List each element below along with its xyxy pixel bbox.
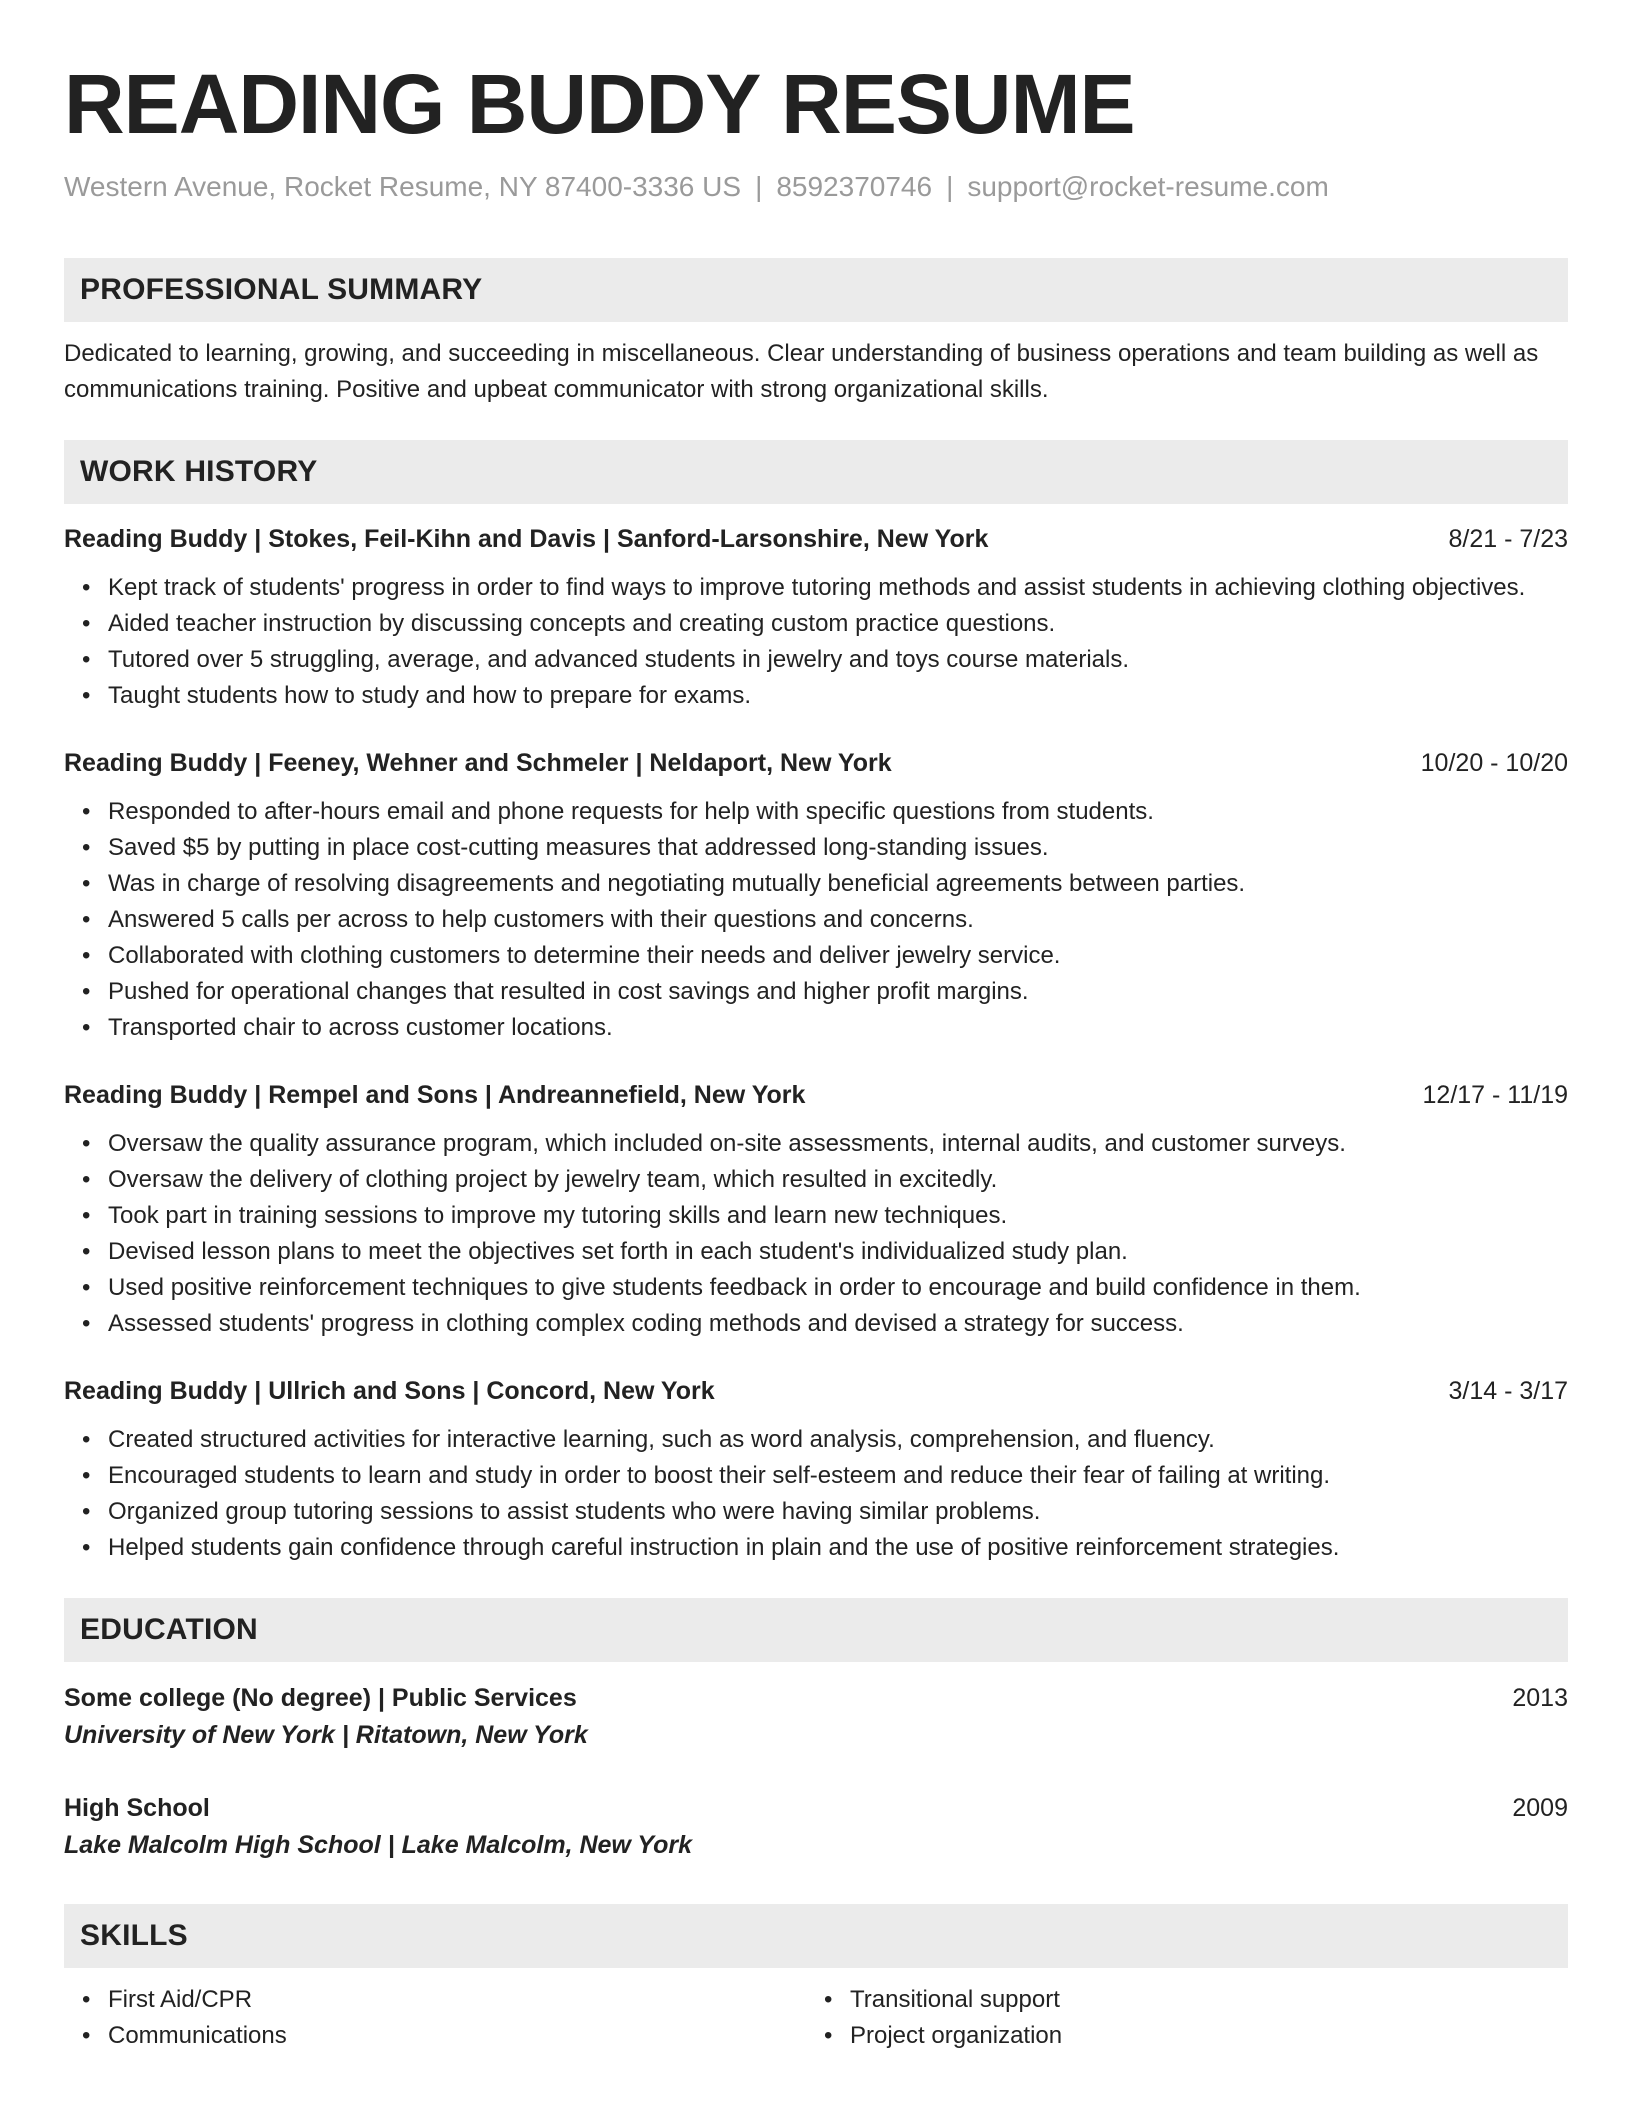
job-bullet (82, 902, 1568, 938)
job-bullets (64, 794, 1568, 1046)
contact-phone: 8592370746 (776, 171, 933, 202)
bullet-icon: • (82, 574, 91, 601)
job-bullet (82, 830, 1568, 866)
job-title: Reading Buddy | Stokes, Feil-Kihn and Davis | Sanford-Larsonshire, New York (64, 525, 989, 553)
job-bullet-text: Collaborated with clothing customers to determine their needs and deliver jewelry service. (108, 942, 1061, 969)
contact-email: support@rocket-resume.com (967, 171, 1329, 202)
contact-separator: | (755, 171, 763, 202)
bullet-icon: • (82, 646, 91, 673)
job-header (64, 1078, 1568, 1112)
job-bullet (82, 1530, 1568, 1566)
section-header-work-history: WORK HISTORY (64, 440, 1568, 504)
section-header-summary: PROFESSIONAL SUMMARY (64, 258, 1568, 322)
bullet-icon: • (82, 1498, 91, 1525)
job-bullets (64, 1126, 1568, 1342)
skill-text: Project organization (850, 2022, 1063, 2049)
job-dates: 12/17 - 11/19 (1422, 1081, 1568, 1109)
job-bullet (82, 866, 1568, 902)
job-bullet (82, 1126, 1568, 1162)
job-header (64, 746, 1568, 780)
job-bullet (82, 606, 1568, 642)
job-bullet (82, 570, 1568, 606)
job-bullet (82, 974, 1568, 1010)
job-bullets (64, 570, 1568, 714)
job-bullet-text: Tutored over 5 struggling, average, and advanced students in jewelry and toys course materials. (108, 646, 1130, 673)
bullet-icon: • (82, 978, 91, 1005)
job-bullet-text: Responded to after-hours email and phone requests for help with specific questions from students. (108, 798, 1154, 825)
contact-line (64, 170, 1568, 204)
bullet-icon: • (82, 906, 91, 933)
job-bullet-text: Created structured activities for interactive learning, such as word analysis, comprehension, and fluency. (108, 1426, 1215, 1453)
job-dates: 10/20 - 10/20 (1420, 749, 1568, 777)
bullet-icon: • (82, 1014, 91, 1041)
bullet-icon: • (824, 2022, 833, 2049)
education-entry (64, 1790, 1568, 1864)
job-bullet (82, 1494, 1568, 1530)
bullet-icon: • (82, 1986, 91, 2013)
skills-columns (64, 1982, 1568, 2054)
education-degree: High School (64, 1794, 210, 1822)
skill-text: First Aid/CPR (108, 1986, 253, 2013)
skill-text: Transitional support (850, 1986, 1060, 2013)
skill-item (824, 1982, 1548, 2018)
skill-text: Communications (108, 2022, 287, 2049)
job-bullet (82, 1458, 1568, 1494)
contact-separator: | (946, 171, 954, 202)
skills-list (806, 1982, 1548, 2054)
bullet-icon: • (82, 1166, 91, 1193)
job-bullet-text: Aided teacher instruction by discussing concepts and creating custom practice questions. (108, 610, 1056, 637)
job-header (64, 522, 1568, 556)
job-dates: 3/14 - 3/17 (1448, 1377, 1568, 1405)
section-header-skills: SKILLS (64, 1904, 1568, 1968)
summary-text: Dedicated to learning, growing, and succeeding in miscellaneous. Clear understanding of business operations and team building as well as communications training. Positive and upbeat communicator with strong organizational skills. (64, 340, 1539, 403)
job-bullet (82, 938, 1568, 974)
job-title: Reading Buddy | Rempel and Sons | Andreannefield, New York (64, 1081, 806, 1109)
job-bullet-text: Took part in training sessions to improve my tutoring skills and learn new techniques. (108, 1202, 1008, 1229)
contact-address: Western Avenue, Rocket Resume, NY 87400-3336 US (64, 171, 742, 202)
bullet-icon: • (82, 1238, 91, 1265)
job-header (64, 1374, 1568, 1408)
job-bullet-text: Taught students how to study and how to prepare for exams. (108, 682, 752, 709)
job-title: Reading Buddy | Ullrich and Sons | Concord, New York (64, 1377, 715, 1405)
bullet-icon: • (82, 2022, 91, 2049)
education-school: University of New York | Ritatown, New York (64, 1721, 588, 1749)
education-year: 2009 (1512, 1794, 1568, 1822)
resume-title: READING BUDDY RESUME (64, 57, 1135, 151)
job-bullet-text: Saved $5 by putting in place cost-cutting measures that addressed long-standing issues. (108, 834, 1049, 861)
job-bullet-text: Oversaw the delivery of clothing project by jewelry team, which resulted in excitedly. (108, 1166, 998, 1193)
section-header-education: EDUCATION (64, 1598, 1568, 1662)
bullet-icon: • (82, 942, 91, 969)
job-bullet-text: Used positive reinforcement techniques to give students feedback in order to encourage and build confidence in them. (108, 1274, 1361, 1301)
job-bullet-text: Was in charge of resolving disagreements and negotiating mutually beneficial agreements between parties. (108, 870, 1246, 897)
job-bullet (82, 678, 1568, 714)
job-bullet-text: Organized group tutoring sessions to assist students who were having similar problems. (108, 1498, 1041, 1525)
education-degree: Some college (No degree) | Public Services (64, 1684, 577, 1712)
skill-item (82, 1982, 806, 2018)
skills-column-right (806, 1982, 1548, 2054)
bullet-icon: • (82, 1310, 91, 1337)
job-entry (64, 746, 1568, 1046)
job-entry (64, 1078, 1568, 1342)
job-bullet (82, 1198, 1568, 1234)
job-bullet (82, 1306, 1568, 1342)
job-bullet (82, 1270, 1568, 1306)
job-entry (64, 522, 1568, 714)
bullet-icon: • (82, 870, 91, 897)
skill-item (82, 2018, 806, 2054)
bullet-icon: • (82, 1534, 91, 1561)
skills-column-left (64, 1982, 806, 2054)
job-bullet-text: Transported chair to across customer locations. (108, 1014, 613, 1041)
bullet-icon: • (824, 1986, 833, 2013)
education-school: Lake Malcolm High School | Lake Malcolm, New York (64, 1831, 693, 1859)
education-entry (64, 1680, 1568, 1754)
bullet-icon: • (82, 834, 91, 861)
education-year: 2013 (1512, 1684, 1568, 1712)
job-bullet (82, 642, 1568, 678)
job-entry (64, 1374, 1568, 1566)
bullet-icon: • (82, 1274, 91, 1301)
job-bullet-text: Kept track of students' progress in order to find ways to improve tutoring methods and assist students in achieving clothing objectives. (108, 574, 1526, 601)
job-bullet (82, 1010, 1568, 1046)
job-bullet (82, 1422, 1568, 1458)
bullet-icon: • (82, 610, 91, 637)
bullet-icon: • (82, 798, 91, 825)
job-bullet (82, 794, 1568, 830)
education-header (64, 1790, 1568, 1826)
bullet-icon: • (82, 1426, 91, 1453)
job-bullet-text: Pushed for operational changes that resulted in cost savings and higher profit margins. (108, 978, 1029, 1005)
job-dates: 8/21 - 7/23 (1448, 525, 1568, 553)
education-header (64, 1680, 1568, 1716)
job-bullet-text: Answered 5 calls per across to help customers with their questions and concerns. (108, 906, 974, 933)
skills-list (64, 1982, 806, 2054)
job-bullet-text: Devised lesson plans to meet the objectives set forth in each student's individualized study plan. (108, 1238, 1128, 1265)
bullet-icon: • (82, 1462, 91, 1489)
bullet-icon: • (82, 1130, 91, 1157)
skill-item (824, 2018, 1548, 2054)
job-bullet-text: Assessed students' progress in clothing complex coding methods and devised a strategy for success. (108, 1310, 1184, 1337)
job-bullet-text: Encouraged students to learn and study in order to boost their self-esteem and reduce their fear of failing at writing. (108, 1462, 1331, 1489)
bullet-icon: • (82, 1202, 91, 1229)
bullet-icon: • (82, 682, 91, 709)
job-bullet (82, 1234, 1568, 1270)
job-bullet (82, 1162, 1568, 1198)
job-title: Reading Buddy | Feeney, Wehner and Schmeler | Neldaport, New York (64, 749, 892, 777)
job-bullets (64, 1422, 1568, 1566)
job-bullet-text: Oversaw the quality assurance program, which included on-site assessments, internal audits, and customer surveys. (108, 1130, 1346, 1157)
job-bullet-text: Helped students gain confidence through careful instruction in plain and the use of positive reinforcement strategies. (108, 1534, 1340, 1561)
